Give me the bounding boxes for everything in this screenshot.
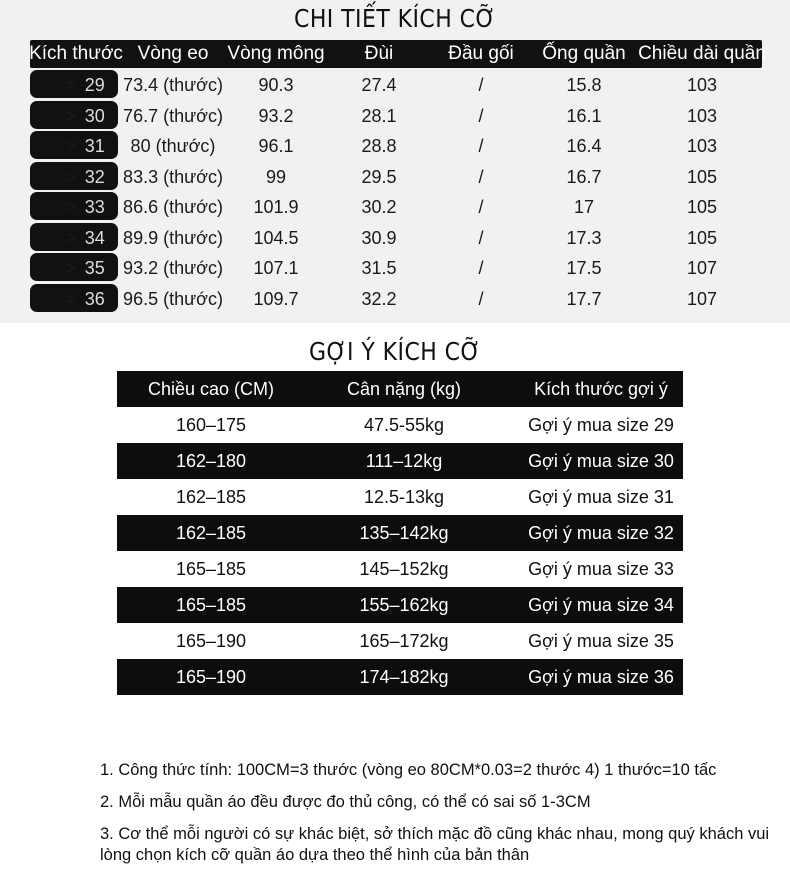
- cell-knee: /: [478, 288, 484, 309]
- size-badge: [30, 284, 118, 312]
- size-value: 35: [84, 258, 105, 278]
- table-row: [30, 253, 762, 284]
- size-badge: [30, 192, 118, 220]
- cell-suggest: Gợi ý mua size 32: [528, 523, 674, 543]
- cell-length: 103: [686, 136, 718, 156]
- cell-hip: 107.1: [253, 258, 299, 278]
- header-waist: Vòng eo: [137, 43, 209, 64]
- cell-length: 103: [686, 75, 718, 95]
- chevron-right-icon: >: [65, 288, 76, 309]
- cell-knee: /: [478, 136, 484, 156]
- cell-weight: 145–152kg: [359, 559, 449, 579]
- cell-waist: 86.6 (thước): [123, 197, 223, 217]
- size-badge: [30, 70, 118, 98]
- cell-waist: 76.7 (thước): [123, 105, 223, 126]
- cell-knee: /: [478, 258, 484, 278]
- header-weight: Cân nặng (kg): [346, 379, 462, 399]
- size-detail-table: [30, 70, 762, 314]
- cell-length: 105: [686, 166, 718, 187]
- cell-waist: 83.3 (thước): [123, 166, 223, 187]
- cell-thigh: 28.8: [361, 136, 397, 156]
- cell-waist: 73.4 (thước): [123, 75, 223, 95]
- cell-leg: 17.7: [566, 288, 602, 309]
- size-value: 34: [84, 227, 105, 248]
- table-row: [117, 659, 683, 695]
- cell-suggest: Gợi ý mua size 29: [528, 415, 674, 435]
- header-hip: Vòng mông: [227, 43, 325, 64]
- cell-length: 107: [686, 288, 718, 309]
- cell-knee: /: [478, 75, 484, 95]
- cell-waist: 96.5 (thước): [123, 288, 223, 309]
- size-value: 31: [84, 136, 105, 156]
- cell-height: 165–190: [175, 631, 247, 651]
- cell-height: 165–185: [175, 559, 247, 579]
- cell-weight: 174–182kg: [359, 667, 449, 687]
- chevron-right-icon: >: [65, 227, 76, 248]
- table-row: [117, 623, 683, 659]
- cell-height: 165–190: [175, 667, 247, 687]
- cell-height: 162–180: [175, 451, 247, 471]
- size-value: 36: [84, 288, 105, 309]
- chevron-right-icon: >: [65, 75, 76, 95]
- size-badge: [30, 131, 118, 159]
- chevron-right-icon: >: [65, 105, 76, 126]
- cell-length: 107: [686, 258, 718, 278]
- cell-leg: 15.8: [566, 75, 602, 95]
- cell-suggest: Gợi ý mua size 30: [528, 451, 674, 471]
- size-value: 29: [84, 75, 105, 95]
- cell-hip: 90.3: [258, 75, 294, 95]
- cell-suggest: Gợi ý mua size 35: [528, 631, 674, 651]
- header-knee: Đầu gối: [448, 43, 514, 64]
- cell-waist: 80 (thước): [130, 136, 216, 156]
- cell-weight: 155–162kg: [359, 595, 449, 615]
- size-badge: [30, 101, 118, 129]
- table-row: [30, 70, 762, 101]
- note-3: 3. Cơ thể mỗi người có sự khác biệt, sở thích mặc đồ cũng khác nhau, mong quý khách vui lòng chọn kích cỡ quần áo dựa theo thể hình của bản thân: [100, 825, 770, 864]
- cell-thigh: 31.5: [361, 258, 397, 278]
- cell-leg: 16.1: [566, 105, 602, 126]
- size-value: 30: [84, 105, 105, 126]
- size-suggestion-table: [117, 371, 683, 695]
- suggestion-header: [117, 371, 683, 407]
- cell-knee: /: [478, 197, 484, 217]
- table-row: [117, 587, 683, 623]
- cell-knee: /: [478, 166, 484, 187]
- table-row: [30, 101, 762, 132]
- chevron-right-icon: >: [65, 166, 76, 187]
- size-value: 33: [84, 197, 105, 217]
- cell-leg: 16.4: [566, 136, 602, 156]
- size-value: 32: [84, 166, 105, 187]
- size-suggestion-title: GỢI Ý KÍCH CỠ: [308, 337, 482, 366]
- cell-hip: 99: [265, 166, 287, 187]
- cell-height: 165–185: [175, 595, 247, 615]
- table-row: [30, 223, 762, 254]
- cell-thigh: 30.9: [361, 227, 397, 248]
- cell-thigh: 29.5: [361, 166, 397, 187]
- size-badge: [30, 253, 118, 281]
- cell-knee: /: [478, 105, 484, 126]
- cell-suggest: Gợi ý mua size 34: [528, 595, 674, 615]
- header-suggest: Kích thước gợi ý: [534, 379, 668, 399]
- cell-leg: 17.3: [566, 227, 602, 248]
- cell-thigh: 27.4: [361, 75, 397, 95]
- cell-leg: 16.7: [566, 166, 602, 187]
- cell-length: 105: [686, 227, 718, 248]
- cell-length: 103: [686, 105, 718, 126]
- size-detail-title: CHI TIẾT KÍCH CỠ: [294, 4, 496, 33]
- cell-knee: /: [478, 227, 484, 248]
- cell-suggest: Gợi ý mua size 33: [528, 559, 674, 579]
- cell-height: 162–185: [175, 487, 247, 507]
- chevron-right-icon: >: [65, 197, 76, 217]
- header-thigh: Đùi: [364, 43, 394, 64]
- table-row: [117, 551, 683, 587]
- cell-height: 162–185: [175, 523, 247, 543]
- header-length: Chiều dài quần: [638, 43, 766, 64]
- cell-weight: 165–172kg: [359, 631, 449, 651]
- note-2: 2. Mỗi mẫu quần áo đều được đo thủ công, có thể có sai số 1-3CM: [100, 793, 591, 811]
- table-row: [117, 407, 683, 443]
- cell-leg: 17.5: [566, 258, 602, 278]
- cell-suggest: Gợi ý mua size 36: [528, 667, 674, 687]
- cell-weight: 135–142kg: [359, 523, 449, 543]
- table-row: [30, 131, 762, 162]
- table-row: [30, 162, 762, 193]
- size-badge: [30, 223, 118, 251]
- cell-weight: 12.5-13kg: [363, 487, 445, 507]
- table-row: [117, 479, 683, 515]
- note-1: 1. Công thức tính: 100CM=3 thước (vòng eo 80CM*0.03=2 thước 4) 1 thước=10 tấc: [100, 761, 717, 779]
- cell-waist: 93.2 (thước): [123, 258, 223, 278]
- cell-thigh: 32.2: [361, 288, 397, 309]
- table-row: [30, 192, 762, 223]
- cell-weight: 47.5-55kg: [363, 415, 445, 435]
- header-size: Kích thước: [29, 43, 123, 64]
- table-row: [117, 515, 683, 551]
- chevron-right-icon: >: [65, 136, 76, 156]
- cell-waist: 89.9 (thước): [123, 227, 223, 248]
- cell-weight: 111–12kg: [365, 451, 443, 471]
- cell-leg: 17: [573, 197, 595, 217]
- cell-hip: 109.7: [253, 288, 299, 309]
- chevron-right-icon: >: [65, 258, 76, 278]
- cell-thigh: 30.2: [361, 197, 397, 217]
- cell-hip: 96.1: [258, 136, 294, 156]
- cell-suggest: Gợi ý mua size 31: [528, 487, 674, 507]
- header-leg-opening: Ống quần: [542, 43, 626, 64]
- header-height: Chiều cao (CM): [147, 379, 275, 399]
- cell-height: 160–175: [175, 415, 247, 435]
- cell-hip: 104.5: [253, 227, 299, 248]
- table-row: [30, 284, 762, 315]
- size-badge: [30, 162, 118, 190]
- cell-thigh: 28.1: [361, 105, 397, 126]
- notes: [100, 760, 780, 877]
- table-row: [117, 443, 683, 479]
- cell-hip: 101.9: [253, 197, 299, 217]
- cell-length: 105: [686, 197, 718, 217]
- size-detail-header: [29, 40, 766, 68]
- cell-hip: 93.2: [258, 105, 294, 126]
